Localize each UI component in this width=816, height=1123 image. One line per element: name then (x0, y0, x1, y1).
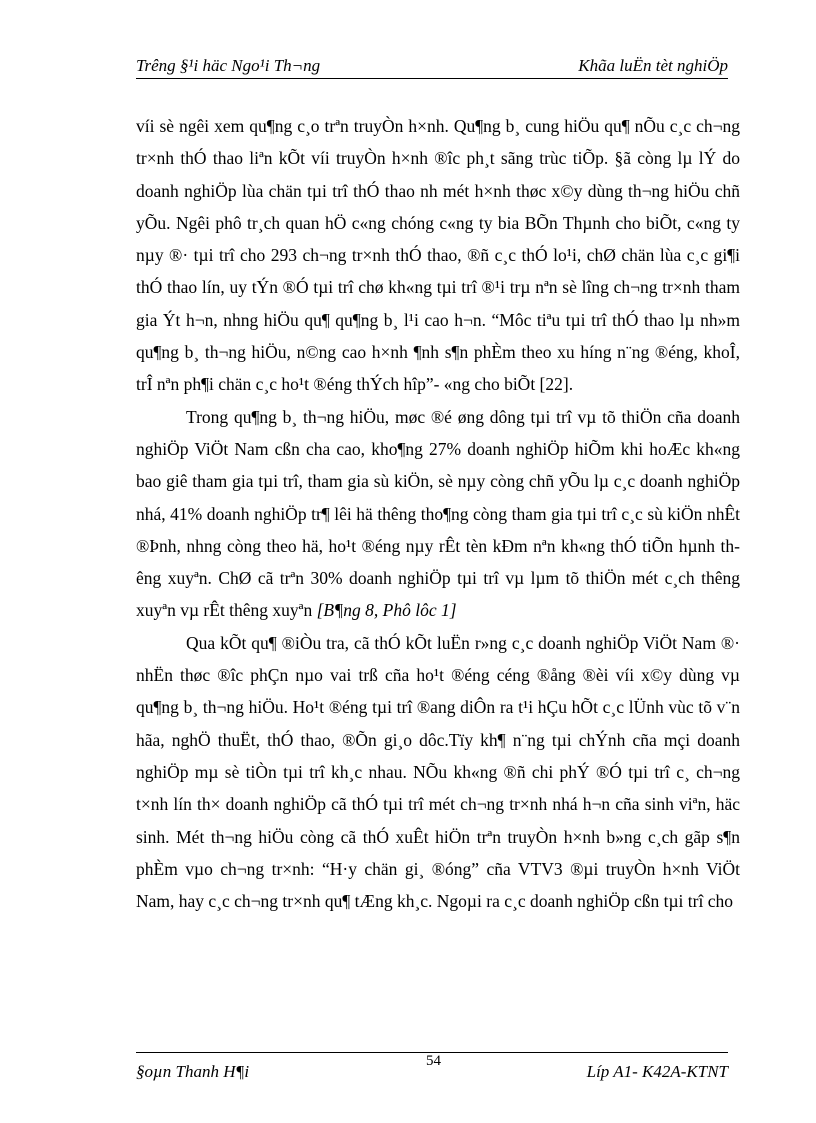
paragraph-3 (136, 627, 740, 918)
footer-author: §oµn Thanh H¶i (136, 1062, 250, 1081)
page-footer (136, 1052, 728, 1083)
main-body (136, 110, 740, 917)
paragraph-2-text: Trong qu¶ng b¸ th¬ng hiÖu, møc ®é øng dông tµi trî vµ tõ thiÖn cña doanh nghiÖp ViÖt Nam cßn cha cao, kho¶ng 27% doanh nghiÖp hiÕm khi hoÆc kh«ng bao giê tham gia tµi trî, tham gia sù kiÖn, sè nµy còng chñ yÕu lµ c¸c doanh nghiÖp nhá, 41% doanh nghiÖp tr¶ lêi hä thêng tho¶ng còng tham gia tµi trî c¸c sù kiÖn nhÊt ®Þnh, nhng còng theo hä, ho¹t ®éng nµy rÊt tèn kÐm nªn kh«ng thÓ tiÕn hµnh thêng xuyªn. ChØ cã trªn 30% doanh nghiÖp tµi trî vµ lµm tõ thiÖn mét c¸ch thêng xuyªn vµ rÊt thêng xuyªn (136, 406, 740, 621)
header-university: Trêng §¹i häc Ngo¹i Th¬ng (136, 56, 321, 75)
page-number: 54 (426, 1053, 441, 1069)
paragraph-1-text: víi sè ngêi xem qu¶ng c¸o trªn truyÒn h×nh. Qu¶ng b¸ cung hiÖu qu¶ nÕu c¸c ch¬ng tr×nh thÓ thao liªn kÕt víi truyÒn h×nh ®îc ph¸t sãng trùc tiÕp. §ã còng lµ lÝ do doanh nghiÖp lùa chän tµi trî thÓ thao nh mét h×nh thøc x©y dùng th¬ng hiÖu chñ yÕu. Ngêi phô tr¸ch quan hÖ c«ng chóng c«ng ty bia BÕn Thµnh cho biÕt, c«ng ty nµy ®· tµi trî cho 293 ch¬ng tr×nh thÓ thao, ®ñ c¸c thÓ lo¹i, chØ chän lùa c¸c gi¶i thÓ thao lín, uy tÝn ®Ó tµi trî chø kh«ng tµi trî ®¹i trµ nªn sè lîng ch¬ng tr×nh tham gia Ýt h¬n, nhng hiÖu qu¶ qu¶ng b¸ l¹i cao h¬n. “Môc tiªu tµi trî thÓ thao lµ nh»m qu¶ng b¸ th¬ng hiÖu, n©ng cao h×nh ¶nh s¶n phÈm theo xu híng n¨ng ®éng, khoÎ, trÎ nªn ph¶i chän c¸c ho¹t ®éng thÝch hîp”- «ng cho biÕt [22]. (136, 116, 740, 395)
footer-class: Líp A1- K42A-KTNT (586, 1062, 728, 1081)
paragraph-2 (136, 401, 740, 627)
header-thesis-label: Khãa luËn tèt nghiÖp (578, 56, 728, 75)
paragraph-3-text: Qua kÕt qu¶ ®iÒu tra, cã thÓ kÕt luËn r»ng c¸c doanh nghiÖp ViÖt Nam ®· nhËn thøc ®îc phÇn nµo vai trß cña ho¹t ®éng céng ®ång ®èi víi x©y dùng vµ qu¶ng b¸ th¬ng hiÖu. Ho¹t ®éng tµi trî ®ang diÔn ra t¹i hÇu hÕt c¸c lÜnh vùc tõ v¨n hãa, nghÖ thuËt, thÓ thao, ®Õn gi¸o dôc.Tïy kh¶ n¨ng tµi chÝnh cña mçi doanh nghiÖp mµ sè tiÒn tµi trî kh¸c nhau. NÕu kh«ng ®ñ chi phÝ ®Ó tµi trî c¸ ch¬ng t×nh lín th× doanh nghiÖp cã thÓ tµi trî mét ch¬ng tr×nh nhá h¬n cña sinh viªn, häc sinh. Mét th¬ng hiÖu còng cã thÓ xuÊt hiÖn trªn truyÒn h×nh b»ng c¸ch gãp s¶n phÈm vµo ch¬ng tr×nh: “H·y chän gi¸ ®óng” cña VTV3 ®µi truyÒn h×nh ViÖt Nam, hay c¸c ch¬ng tr×nh qu¶ tÆng kh¸c. Ngoµi ra c¸c doanh nghiÖp cßn tµi trî cho (136, 632, 740, 912)
paragraph-2-citation: [B¶ng 8, Phô lôc 1] (316, 600, 457, 621)
page-header (136, 52, 728, 79)
paragraph-1 (136, 110, 740, 401)
